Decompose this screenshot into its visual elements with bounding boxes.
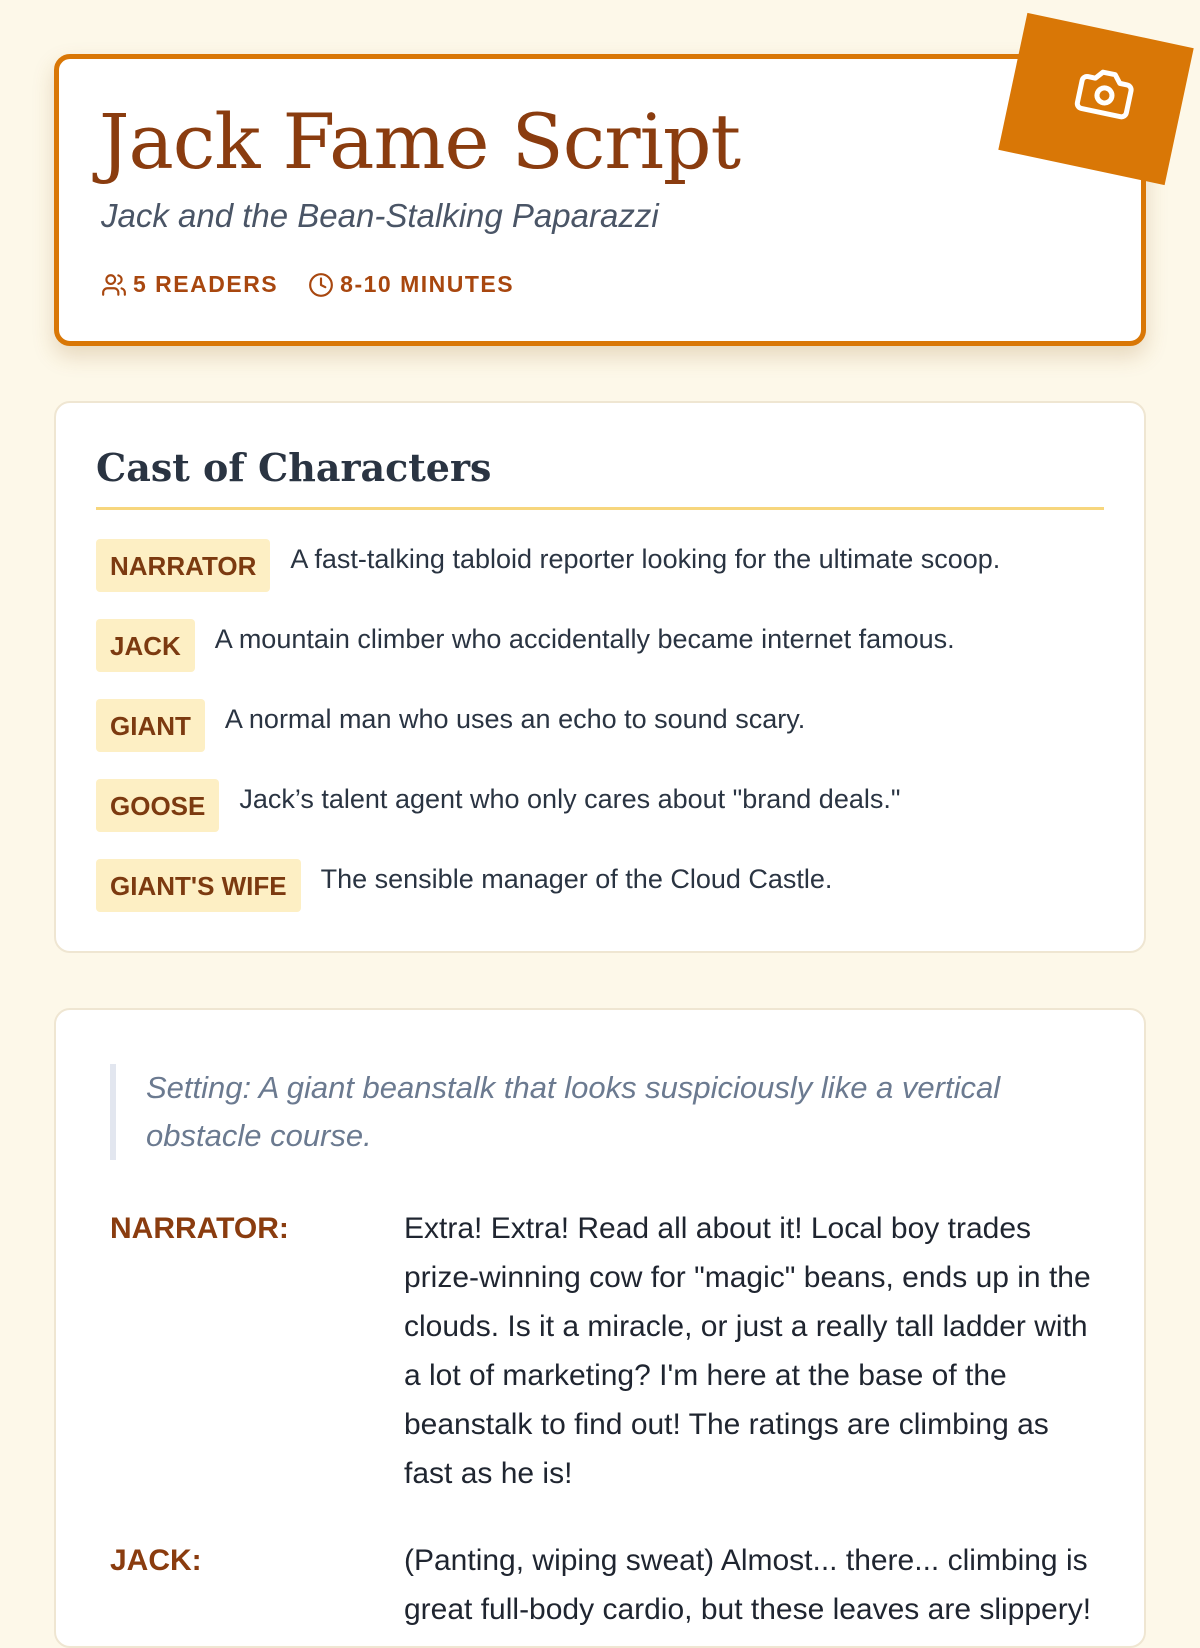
clock-icon bbox=[308, 272, 334, 298]
page-title: Jack Fame Script bbox=[99, 97, 741, 186]
readers-label: 5 READERS bbox=[133, 271, 279, 297]
cast-card bbox=[54, 401, 1146, 953]
role-description: A fast-talking tabloid reporter looking for the ultimate scoop. bbox=[290, 544, 1001, 574]
cast-member bbox=[96, 619, 1104, 672]
script-line bbox=[110, 1536, 1104, 1634]
duration-label: 8-10 MINUTES bbox=[340, 271, 515, 297]
readers-count bbox=[101, 271, 278, 298]
role-badge: JACK bbox=[96, 619, 195, 672]
role-description: The sensible manager of the Cloud Castle. bbox=[320, 864, 833, 894]
role-badge: GOOSE bbox=[96, 779, 219, 832]
camera-icon bbox=[1067, 57, 1142, 129]
script-card bbox=[54, 1008, 1146, 1648]
cast-heading: Cast of Characters bbox=[96, 445, 492, 490]
role-badge: GIANT'S WIFE bbox=[96, 859, 301, 912]
cast-member bbox=[96, 699, 1104, 752]
role-badge: GIANT bbox=[96, 699, 205, 752]
page-subtitle: Jack and the Bean-Stalking Paparazzi bbox=[101, 197, 659, 234]
role-description: Jack’s talent agent who only cares about "brand deals." bbox=[239, 784, 901, 814]
role-description: A mountain climber who accidentally became internet famous. bbox=[214, 624, 955, 654]
cast-member bbox=[96, 859, 1104, 912]
header-card bbox=[54, 54, 1146, 346]
role-description: A normal man who uses an echo to sound scary. bbox=[224, 704, 806, 734]
cast-list bbox=[96, 539, 1104, 939]
script-line bbox=[110, 1204, 1104, 1498]
users-icon bbox=[101, 272, 127, 298]
cast-divider bbox=[96, 507, 1104, 510]
speaker-name: NARRATOR: bbox=[110, 1212, 289, 1245]
dialogue-text: (Panting, wiping sweat) Almost... there... climbing is great full-body cardio, but these leaves are slippery! bbox=[404, 1544, 1092, 1626]
cast-member bbox=[96, 779, 1104, 832]
role-badge: NARRATOR bbox=[96, 539, 270, 592]
duration bbox=[308, 271, 514, 298]
meta-info bbox=[101, 271, 514, 298]
cast-member bbox=[96, 539, 1104, 592]
dialogue-text: Extra! Extra! Read all about it! Local boy trades prize-winning cow for "magic" beans, ends up in the clouds. Is it a miracle, or just a really tall ladder with a lot of marketing? I'm here at the base of the beanstalk to find out! The ratings are climbing as fast as he is! bbox=[404, 1212, 1091, 1490]
speaker-name: JACK: bbox=[110, 1544, 202, 1577]
setting-note: Setting: A giant beanstalk that looks suspiciously like a vertical obstacle course. bbox=[110, 1064, 1030, 1160]
